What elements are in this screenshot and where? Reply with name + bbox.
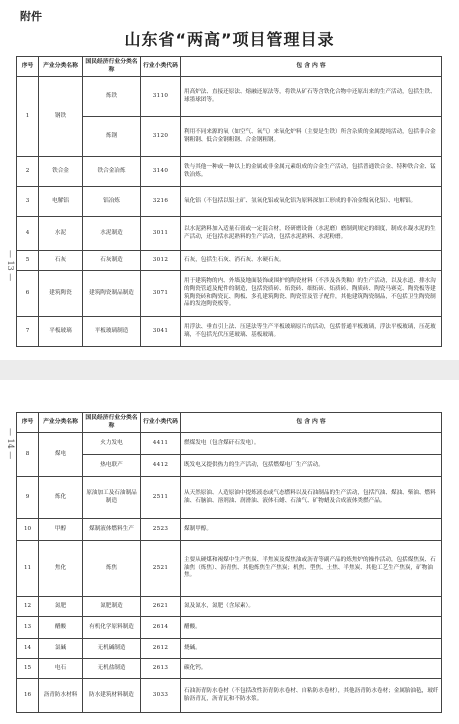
row-category: 煤电	[39, 433, 83, 477]
directory-table	[16, 56, 442, 347]
row-seq: 5	[17, 251, 39, 271]
header-industry: 国民经济行业分类名称	[83, 413, 141, 433]
row-content: 既发电又提供热力的生产活动，包括燃煤电厂生产活动。	[181, 455, 442, 477]
row-code: 2614	[141, 617, 181, 639]
row-code: 3110	[141, 77, 181, 117]
header-code: 行业小类代码	[141, 413, 181, 433]
table-header-row	[17, 413, 442, 433]
row-industry: 无机碱制造	[83, 639, 141, 659]
row-content: 用浮法、垂直引上法、压延法等生产平板玻璃原片的活动，包括普通平板玻璃，浮法平板玻璃，压花玻璃，不包括光伏压延玻璃、基板玻璃。	[181, 317, 442, 347]
row-code: 2621	[141, 597, 181, 617]
row-category: 氯碱	[39, 639, 83, 659]
header-category: 产业分类名称	[39, 413, 83, 433]
row-content: 碳化钙。	[181, 659, 442, 679]
row-industry: 无机盐制造	[83, 659, 141, 679]
row-seq: 4	[17, 217, 39, 251]
document-title: 山东省“两高”项目管理目录	[124, 30, 335, 49]
row-industry: 建筑陶瓷制品制造	[83, 271, 141, 317]
row-content: 从天然原油、人造原油中提炼液态或气态燃料以及石油制品的生产活动，包括汽油、煤油、柴油、燃料油、石脑油、溶剂油、润滑油、液体石蜡、石油气、矿物蜡及合成液体类燃产品。	[181, 477, 442, 519]
row-code: 3041	[141, 317, 181, 347]
row-code: 3140	[141, 157, 181, 187]
row-industry: 火力发电	[83, 433, 141, 455]
page-number: — 13 —	[6, 250, 15, 282]
row-content: 氧化铝（不包括以铝土矿、氢氧化铝或氧化铝为原料深加工形成的非冶金级氧化铝）、电解铝。	[181, 187, 442, 217]
table-row	[17, 659, 442, 679]
row-category: 水泥	[39, 217, 83, 251]
table-row	[17, 679, 442, 713]
row-code: 3120	[141, 117, 181, 157]
row-industry: 石灰制造	[83, 251, 141, 271]
row-content: 主要从硬煤和褐煤中生产焦炭、半焦炭及煤焦油或沥青等副产品的炼焦炉的操作活动，包括煤焦炭、石油焦（炼焦）、沥青焦、其他炼焦生产焦炭；机焦、型焦、土焦、半焦炭、其他工艺生产焦炭，矿物油焦。	[181, 541, 442, 597]
row-industry: 炼焦	[83, 541, 141, 597]
header-industry: 国民经济行业分类名称	[83, 57, 141, 77]
table-row	[17, 217, 442, 251]
row-category: 电石	[39, 659, 83, 679]
row-industry: 防水建筑材料制造	[83, 679, 141, 713]
header-seq: 序号	[17, 57, 39, 77]
table-row	[17, 251, 442, 271]
row-code: 3216	[141, 187, 181, 217]
row-code: 2511	[141, 477, 181, 519]
row-category: 电解铝	[39, 187, 83, 217]
table-row	[17, 317, 442, 347]
row-content: 烧碱。	[181, 639, 442, 659]
row-content: 石油沥青防水卷材（不包括改性沥青防水卷材、自粘防水卷材），其他沥青防水卷材；金属胎油毡，玻纤胎沥青瓦，沥青瓦和不防水浆。	[181, 679, 442, 713]
row-seq: 6	[17, 271, 39, 317]
row-seq: 13	[17, 617, 39, 639]
row-seq: 11	[17, 541, 39, 597]
row-code: 4411	[141, 433, 181, 455]
appendix-label: 附件	[20, 10, 42, 23]
row-category: 炼化	[39, 477, 83, 519]
row-code: 4412	[141, 455, 181, 477]
row-category: 石灰	[39, 251, 83, 271]
table-row	[17, 617, 442, 639]
page-gap	[0, 360, 459, 380]
row-seq: 1	[17, 77, 39, 157]
row-industry: 平板玻璃制造	[83, 317, 141, 347]
row-content: 石灰，包括生石灰、消石灰、水硬石灰。	[181, 251, 442, 271]
row-category: 铁合金	[39, 157, 83, 187]
row-content: 以水泥熟料加入适量石膏或一定混合材，经研磨设备（水泥磨）磨制到规定的细度，制成水凝水泥的生产活动，还包括水泥熟料的生产活动，包括水泥熟料、水泥粉磨。	[181, 217, 442, 251]
row-category: 钢铁	[39, 77, 83, 157]
row-seq: 15	[17, 659, 39, 679]
row-code: 3011	[141, 217, 181, 251]
row-seq: 14	[17, 639, 39, 659]
row-industry: 水泥制造	[83, 217, 141, 251]
row-industry: 铁合金冶炼	[83, 157, 141, 187]
row-category: 焦化	[39, 541, 83, 597]
table-row	[17, 477, 442, 519]
row-content: 煤制甲醇。	[181, 519, 442, 541]
table-row	[17, 541, 442, 597]
table-row	[17, 187, 442, 217]
row-industry: 有机化学原料制造	[83, 617, 141, 639]
row-code: 3033	[141, 679, 181, 713]
row-content: 氮及氮水，氮肥（含尿素）。	[181, 597, 442, 617]
row-content: 铁与其他一种或一种以上的金属或非金属元素组成的合金生产活动，包括普通铁合金、特种铁合金、锰铁冶炼。	[181, 157, 442, 187]
row-code: 3071	[141, 271, 181, 317]
row-category: 沥青防水材料	[39, 679, 83, 713]
row-seq: 8	[17, 433, 39, 477]
table-row	[17, 519, 442, 541]
row-category: 氮肥	[39, 597, 83, 617]
row-seq: 12	[17, 597, 39, 617]
row-industry: 氮肥制造	[83, 597, 141, 617]
document-page-1	[0, 0, 459, 360]
row-code: 2612	[141, 639, 181, 659]
header-content: 包 含 内 容	[181, 413, 442, 433]
row-content: 燃煤发电（包含煤矸石发电）。	[181, 433, 442, 455]
row-content: 用于建筑物的内、外墙及地面装饰或围护的陶瓷材料（不涉及各类釉）的生产活动，以及水道、排水沟的陶瓷管道及配件的制造，包括瓷质砖、炻瓷砖、细炻砖、炻质砖、陶质砖、陶瓷马赛克、陶瓷板等建筑陶瓷砖和陶瓷瓦、陶板、多孔建筑陶瓷、陶瓷管及管子配件，其他建筑陶瓷制品，不包括卫生陶瓷制品的发泡陶瓷板等。	[181, 271, 442, 317]
page-number: — 14 —	[6, 428, 15, 460]
header-content: 包 含 内 容	[181, 57, 442, 77]
row-seq: 9	[17, 477, 39, 519]
row-category: 醋酸	[39, 617, 83, 639]
row-seq: 7	[17, 317, 39, 347]
header-category: 产业分类名称	[39, 57, 83, 77]
row-category: 平板玻璃	[39, 317, 83, 347]
row-industry: 原油加工及石油制品制造	[83, 477, 141, 519]
row-content: 利用不同来源的氧（如空气、氧气）来氧化炉料（主要是生铁）所含杂质的金属提纯活动，包括非合金钢粗钢、低合金钢粗钢、合金钢粗钢。	[181, 117, 442, 157]
row-industry: 热电联产	[83, 455, 141, 477]
row-content: 用高炉法、直接还原法、熔融还原法等，将铁从矿石等含铁化合物中还原出来的生产活动，包括生铁、球墨球团等。	[181, 77, 442, 117]
row-content: 醋酸。	[181, 617, 442, 639]
table-row	[17, 639, 442, 659]
row-category: 甲醇	[39, 519, 83, 541]
row-code: 2523	[141, 519, 181, 541]
table-row	[17, 597, 442, 617]
row-category: 建筑陶瓷	[39, 271, 83, 317]
row-code: 2613	[141, 659, 181, 679]
row-seq: 2	[17, 157, 39, 187]
row-code: 2521	[141, 541, 181, 597]
row-industry: 铝冶炼	[83, 187, 141, 217]
table-row	[17, 77, 442, 117]
row-industry: 炼钢	[83, 117, 141, 157]
header-seq: 序号	[17, 413, 39, 433]
row-industry: 炼铁	[83, 77, 141, 117]
row-industry: 煤制液体燃料生产	[83, 519, 141, 541]
row-seq: 3	[17, 187, 39, 217]
row-code: 3012	[141, 251, 181, 271]
table-row	[17, 271, 442, 317]
directory-table	[16, 412, 442, 713]
table-row	[17, 433, 442, 455]
header-code: 行业小类代码	[141, 57, 181, 77]
row-seq: 16	[17, 679, 39, 713]
table-header-row	[17, 57, 442, 77]
table-row	[17, 157, 442, 187]
row-seq: 10	[17, 519, 39, 541]
